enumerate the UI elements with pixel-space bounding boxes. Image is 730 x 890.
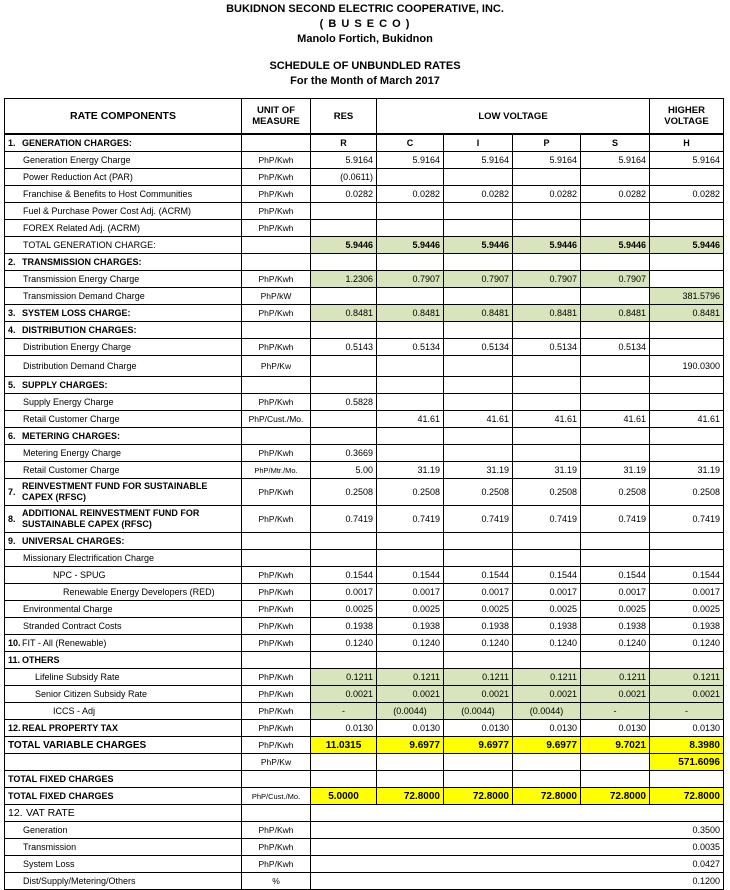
table-row: PhP/Kw 571.6096 [5,754,724,771]
section-title: TRANSMISSION CHARGES: [22,256,142,267]
table-row: Power Reduction Act (PAR) PhP/Kwh (0.0611) [5,169,724,186]
table-row: ICCS - Adj PhP/Kwh - (0.0044) (0.0044) (0.0044) - - [5,703,724,720]
table-row: Generation PhP/Kwh 0.3500 [5,822,724,839]
table-row: Senior Citizen Subsidy Rate PhP/Kwh 0.0021 0.0021 0.0021 0.0021 0.0021 0.0021 [5,686,724,703]
section-title: SUPPLY CHARGES: [22,379,108,390]
table-row: Generation Energy Charge PhP/Kwh 5.9164 5.9164 5.9164 5.9164 5.9164 5.9164 [5,152,724,169]
section-title: OTHERS [22,654,60,665]
table-row: Retail Customer Charge PhP/Mtr./Mo. 5.00 31.19 31.19 31.19 31.19 31.19 [5,462,724,479]
class-code-p: P [513,134,581,152]
header-higher-voltage: HIGHER VOLTAGE [650,99,724,135]
company-name: BUKIDNON SECOND ELECTRIC COOPERATIVE, INC. [226,3,504,15]
table-row: Fuel & Purchase Power Cost Adj. (ACRM) PhP/Kwh [5,203,724,220]
table-row: Stranded Contract Costs PhP/Kwh 0.1938 0.1938 0.1938 0.1938 0.1938 0.1938 [5,618,724,635]
table-row: 7. REINVESTMENT FUND FOR SUSTAINABLE CAPEX (RFSC) PhP/Kwh 0.2508 0.2508 0.2508 0.2508 0.2508 0.2508 [5,479,724,506]
section-title: ADDITIONAL REINVESTMENT FUND FOR SUSTAINABLE CAPEX (RFSC) [22,508,200,529]
section-title: SYSTEM LOSS CHARGE: [22,307,131,318]
table-row: Transmission Energy Charge PhP/Kwh 1.2306 0.7907 0.7907 0.7907 0.7907 [5,271,724,288]
section-title: FIT - All (Renewable) [22,637,107,648]
table-row: Renewable Energy Developers (RED) PhP/Kwh 0.0017 0.0017 0.0017 0.0017 0.0017 0.0017 [5,584,724,601]
document-period: For the Month of March 2017 [290,75,440,87]
table-row: 5. SUPPLY CHARGES: [5,377,724,394]
class-code-h: H [650,134,724,152]
table-row: Transmission PhP/Kwh 0.0035 [5,839,724,856]
table-row: 12.REAL PROPERTY TAX PhP/Kwh 0.0130 0.0130 0.0130 0.0130 0.0130 0.0130 [5,720,724,737]
table-row: 11. OTHERS [5,652,724,669]
table-row: Dist/Supply/Metering/Others % 0.1200 [5,873,724,890]
table-row: 6. METERING CHARGES: [5,428,724,445]
table-row: Transmission Demand Charge PhP/kW 381.5796 [5,288,724,305]
table-row: 4. DISTRIBUTION CHARGES: [5,322,724,339]
document-title: SCHEDULE OF UNBUNDLED RATES [269,60,461,72]
section-title: VAT RATE [26,806,75,819]
table-row: Environmental Charge PhP/Kwh 0.0025 0.0025 0.0025 0.0025 0.0025 0.0025 [5,601,724,618]
table-row: 8. ADDITIONAL REINVESTMENT FUND FOR SUSTAINABLE CAPEX (RFSC) PhP/Kwh 0.7419 0.7419 0.7419 0.7419 0.7419 0.7419 [5,506,724,533]
header-low-voltage: LOW VOLTAGE [377,99,650,135]
table-row: Distribution Energy Charge PhP/Kwh 0.5143 0.5134 0.5134 0.5134 0.5134 [5,339,724,356]
rates-table [4,98,724,890]
section-title: REAL PROPERTY TAX [22,722,119,733]
table-row: Supply Energy Charge PhP/Kwh 0.5828 [5,394,724,411]
table-row: TOTAL FIXED CHARGES PhP/Cust./Mo. 5.0000 72.8000 72.8000 72.8000 72.8000 72.8000 [5,788,724,805]
table-row: 10.FIT - All (Renewable) PhP/Kwh 0.1240 0.1240 0.1240 0.1240 0.1240 0.1240 [5,635,724,652]
table-row: 9. UNIVERSAL CHARGES: [5,533,724,550]
table-row: 12. VAT RATE [5,805,724,822]
table-row: Distribution Demand Charge PhP/Kw 190.0300 [5,356,724,377]
table-row: Lifeline Subsidy Rate PhP/Kwh 0.1211 0.1211 0.1211 0.1211 0.1211 0.1211 [5,669,724,686]
table-row: Missionary Electrification Charge [5,550,724,567]
header-unit: UNIT OF MEASURE [242,99,311,135]
table-row: 1. GENERATION CHARGES: R C I P S H [5,134,724,152]
section-title: GENERATION CHARGES: [22,137,132,148]
class-code-s: S [581,134,650,152]
section-title: DISTRIBUTION CHARGES: [22,324,137,335]
table-header-row [5,99,724,135]
section-title: REINVESTMENT FUND FOR SUSTAINABLE CAPEX (RFSC) [22,481,208,502]
table-row: 3. SYSTEM LOSS CHARGE: PhP/Kwh 0.8481 0.8481 0.8481 0.8481 0.8481 0.8481 [5,305,724,322]
table-row: Metering Energy Charge PhP/Kwh 0.3669 [5,445,724,462]
class-code-c: C [377,134,444,152]
company-location: Manolo Fortich, Bukidnon [297,33,433,45]
section-title: UNIVERSAL CHARGES: [22,535,125,546]
header-rate-components: RATE COMPONENTS [5,99,242,135]
header-res: RES [311,99,377,135]
section-title: METERING CHARGES: [22,430,121,441]
table-row: 2. TRANSMISSION CHARGES: [5,254,724,271]
table-row: TOTAL FIXED CHARGES [5,771,724,788]
table-row: Retail Customer Charge PhP/Cust./Mo. 41.61 41.61 41.61 41.61 41.61 [5,411,724,428]
table-row: System Loss PhP/Kwh 0.0427 [5,856,724,873]
table-row: NPC - SPUG PhP/Kwh 0.1544 0.1544 0.1544 0.1544 0.1544 0.1544 [5,567,724,584]
table-row: TOTAL VARIABLE CHARGES PhP/Kwh 11.0315 9.6977 9.6977 9.6977 9.7021 8.3980 [5,737,724,754]
table-row: TOTAL GENERATION CHARGE: 5.9446 5.9446 5.9446 5.9446 5.9446 5.9446 [5,237,724,254]
company-abbrev: ( B U S E C O ) [319,18,411,30]
table-row: Franchise & Benefits to Host Communities PhP/Kwh 0.0282 0.0282 0.0282 0.0282 0.0282 0.0282 [5,186,724,203]
table-row: FOREX Related Adj. (ACRM) PhP/Kwh [5,220,724,237]
class-code-i: I [444,134,513,152]
class-code-r: R [311,134,377,152]
